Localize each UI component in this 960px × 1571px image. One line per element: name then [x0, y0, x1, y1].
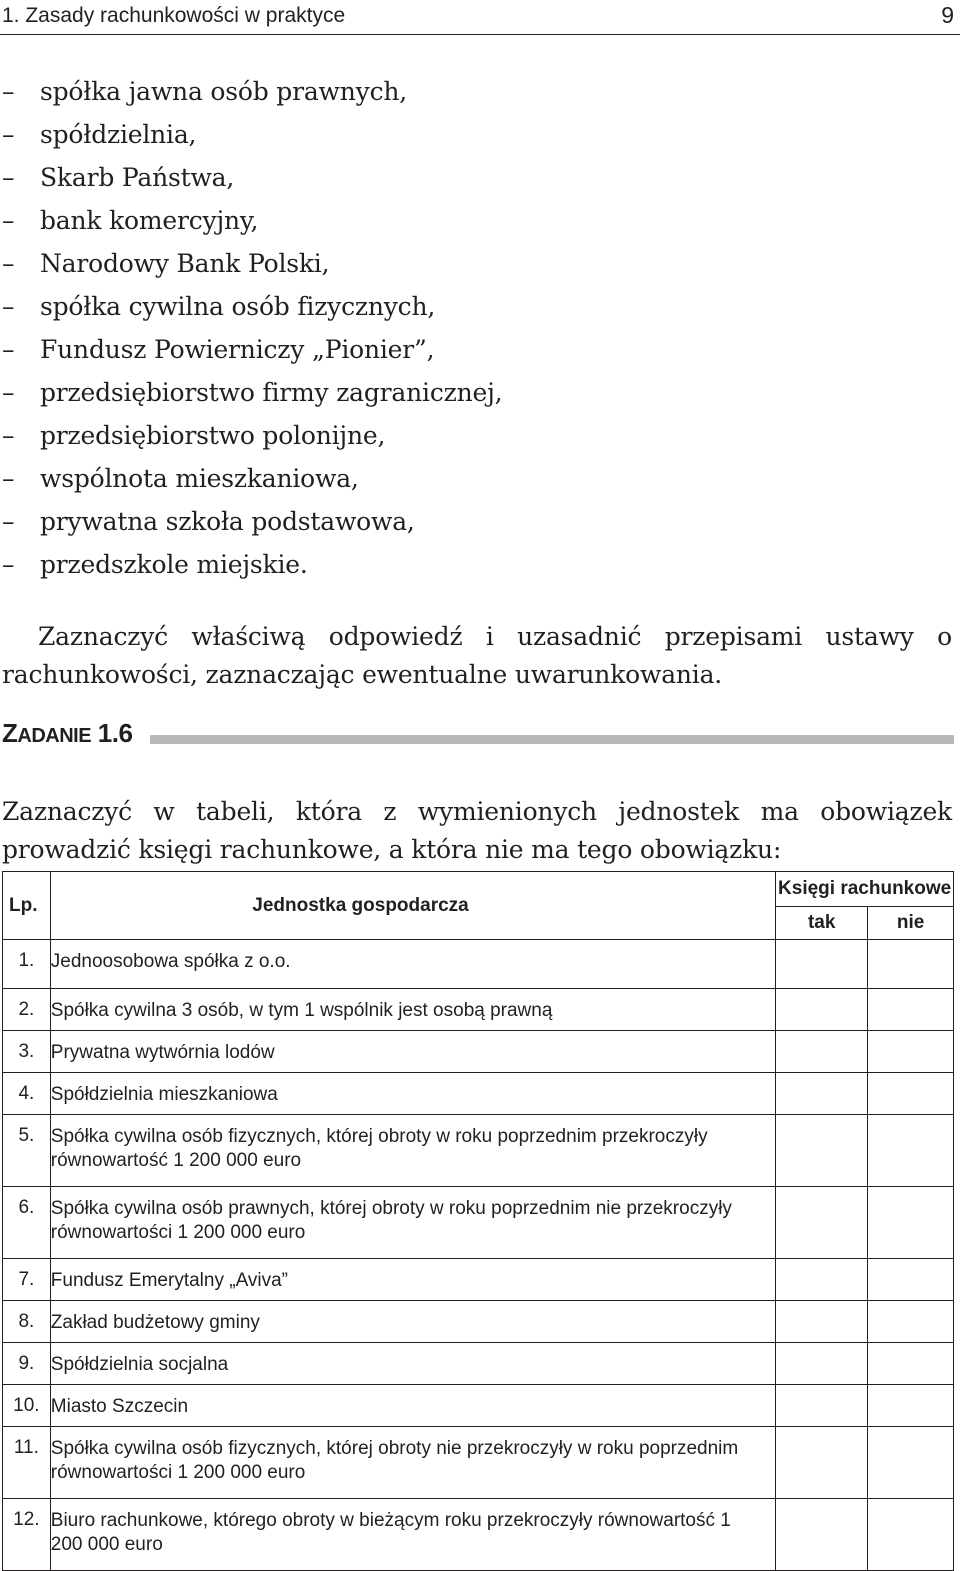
- accounting-books-table: [2, 871, 954, 1571]
- no-cell[interactable]: [868, 1115, 954, 1187]
- task-heading: [2, 718, 132, 749]
- no-cell[interactable]: [868, 1427, 954, 1499]
- entity-list: [0, 70, 960, 586]
- list-item: [0, 500, 960, 543]
- task-heading-rule: [150, 735, 954, 744]
- row-lp: 12.: [3, 1499, 51, 1571]
- table-row: [3, 1073, 954, 1115]
- list-item: [0, 285, 960, 328]
- yes-cell[interactable]: [776, 1385, 868, 1427]
- row-lp: 3.: [3, 1031, 51, 1073]
- instruction-paragraph: Zaznaczyć właściwą odpowiedź i uzasadnić przepisami ustawy o rachunkowości, zaznaczając ewentualne uwarunkowania.: [2, 622, 952, 689]
- no-cell[interactable]: [868, 1187, 954, 1259]
- table-row: [3, 1301, 954, 1343]
- row-name: Spółdzielnia mieszkaniowa: [50, 1073, 775, 1115]
- table-row: [3, 1385, 954, 1427]
- no-cell[interactable]: [868, 989, 954, 1031]
- header-no: nie: [868, 907, 954, 940]
- row-name: Miasto Szczecin: [50, 1385, 775, 1427]
- table-row: [3, 1031, 954, 1073]
- header-books: Księgi rachunkowe: [776, 872, 954, 907]
- row-name: Zakład budżetowy gminy: [50, 1301, 775, 1343]
- yes-cell[interactable]: [776, 1031, 868, 1073]
- row-lp: 4.: [3, 1073, 51, 1115]
- row-lp: 8.: [3, 1301, 51, 1343]
- table-row: [3, 1499, 954, 1571]
- header-yes: tak: [776, 907, 868, 940]
- list-item: [0, 113, 960, 156]
- dash-bullet: –: [2, 335, 15, 364]
- dash-bullet: –: [2, 206, 15, 235]
- yes-cell[interactable]: [776, 1343, 868, 1385]
- chapter-title: 1. Zasady rachunkowości w praktyce: [2, 4, 346, 27]
- list-item-text: wspólnota mieszkaniowa,: [40, 464, 359, 493]
- table-row: [3, 1259, 954, 1301]
- no-cell[interactable]: [868, 1499, 954, 1571]
- list-item: [0, 543, 960, 586]
- dash-bullet: –: [2, 464, 15, 493]
- list-item: [0, 199, 960, 242]
- list-item-text: Skarb Państwa,: [40, 163, 235, 192]
- row-lp: 5.: [3, 1115, 51, 1187]
- row-name: Biuro rachunkowe, którego obroty w bieżącym roku przekroczyły równowartość 1 200 000 euro: [50, 1499, 775, 1571]
- dash-bullet: –: [2, 77, 15, 106]
- yes-cell[interactable]: [776, 1499, 868, 1571]
- row-lp: 2.: [3, 989, 51, 1031]
- no-cell[interactable]: [868, 940, 954, 989]
- page-number: 9: [941, 2, 954, 28]
- dash-bullet: –: [2, 421, 15, 450]
- list-item: [0, 70, 960, 113]
- row-lp: 6.: [3, 1187, 51, 1259]
- list-item: [0, 242, 960, 285]
- row-lp: 9.: [3, 1343, 51, 1385]
- no-cell[interactable]: [868, 1073, 954, 1115]
- yes-cell[interactable]: [776, 940, 868, 989]
- list-item-text: spółka jawna osób prawnych,: [40, 77, 408, 106]
- yes-cell[interactable]: [776, 1427, 868, 1499]
- yes-cell[interactable]: [776, 989, 868, 1031]
- yes-cell[interactable]: [776, 1115, 868, 1187]
- table-row: [3, 940, 954, 989]
- table-row: [3, 1343, 954, 1385]
- row-name: Spółdzielnia socjalna: [50, 1343, 775, 1385]
- row-name: Spółka cywilna osób prawnych, której obroty w roku poprzednim nie przekroczyły równowartości 1 200 000 euro: [50, 1187, 775, 1259]
- task-label-rest: ADANIE: [17, 725, 92, 747]
- row-lp: 1.: [3, 940, 51, 989]
- list-item-text: prywatna szkoła podstawowa,: [40, 507, 415, 536]
- row-lp: 10.: [3, 1385, 51, 1427]
- list-item-text: Narodowy Bank Polski,: [40, 249, 330, 278]
- dash-bullet: –: [2, 378, 15, 407]
- row-lp: 7.: [3, 1259, 51, 1301]
- list-item: [0, 328, 960, 371]
- yes-cell[interactable]: [776, 1301, 868, 1343]
- row-name: Fundusz Emerytalny „Aviva”: [50, 1259, 775, 1301]
- row-name: Spółka cywilna 3 osób, w tym 1 wspólnik jest osobą prawną: [50, 989, 775, 1031]
- list-item-text: Fundusz Powierniczy „Pionier”,: [40, 335, 435, 364]
- yes-cell[interactable]: [776, 1073, 868, 1115]
- task-number: 1.6: [97, 718, 133, 748]
- list-item-text: przedszkole miejskie.: [40, 550, 308, 579]
- table-row: [3, 989, 954, 1031]
- list-item: [0, 156, 960, 199]
- list-item: [0, 414, 960, 457]
- yes-cell[interactable]: [776, 1259, 868, 1301]
- table-header-row: [3, 872, 954, 907]
- list-item-text: bank komercyjny,: [40, 206, 259, 235]
- list-item-text: przedsiębiorstwo polonijne,: [40, 421, 386, 450]
- list-item: [0, 371, 960, 414]
- row-name: Spółka cywilna osób fizycznych, której obroty nie przekroczyły w roku poprzednim równowartości 1 200 000 euro: [50, 1427, 775, 1499]
- dash-bullet: –: [2, 249, 15, 278]
- dash-bullet: –: [2, 163, 15, 192]
- dash-bullet: –: [2, 120, 15, 149]
- header-lp: Lp.: [3, 872, 51, 940]
- row-name: Prywatna wytwórnia lodów: [50, 1031, 775, 1073]
- no-cell[interactable]: [868, 1031, 954, 1073]
- dash-bullet: –: [2, 292, 15, 321]
- running-header: [0, 0, 960, 35]
- list-item: [0, 457, 960, 500]
- row-name: Jednoosobowa spółka z o.o.: [50, 940, 775, 989]
- row-name: Spółka cywilna osób fizycznych, której obroty w roku poprzednim przekroczyły równowartość 1 200 000 euro: [50, 1115, 775, 1187]
- dash-bullet: –: [2, 507, 15, 536]
- dash-bullet: –: [2, 550, 15, 579]
- table-row: [3, 1115, 954, 1187]
- no-cell[interactable]: [868, 1259, 954, 1301]
- table-row: [3, 1187, 954, 1259]
- yes-cell[interactable]: [776, 1187, 868, 1259]
- no-cell[interactable]: [868, 1343, 954, 1385]
- no-cell[interactable]: [868, 1301, 954, 1343]
- no-cell[interactable]: [868, 1385, 954, 1427]
- header-unit: Jednostka gospodarcza: [50, 872, 775, 940]
- row-lp: 11.: [3, 1427, 51, 1499]
- list-item-text: przedsiębiorstwo firmy zagranicznej,: [40, 378, 503, 407]
- list-item-text: spółka cywilna osób fizycznych,: [40, 292, 436, 321]
- task-description: Zaznaczyć w tabeli, która z wymienionych jednostek ma obowiązek prowadzić księgi rachunkowe, a która nie ma tego obowiązku:: [2, 797, 952, 864]
- list-item-text: spółdzielnia,: [40, 120, 197, 149]
- task-label-initial: Z: [2, 718, 18, 748]
- table-row: [3, 1427, 954, 1499]
